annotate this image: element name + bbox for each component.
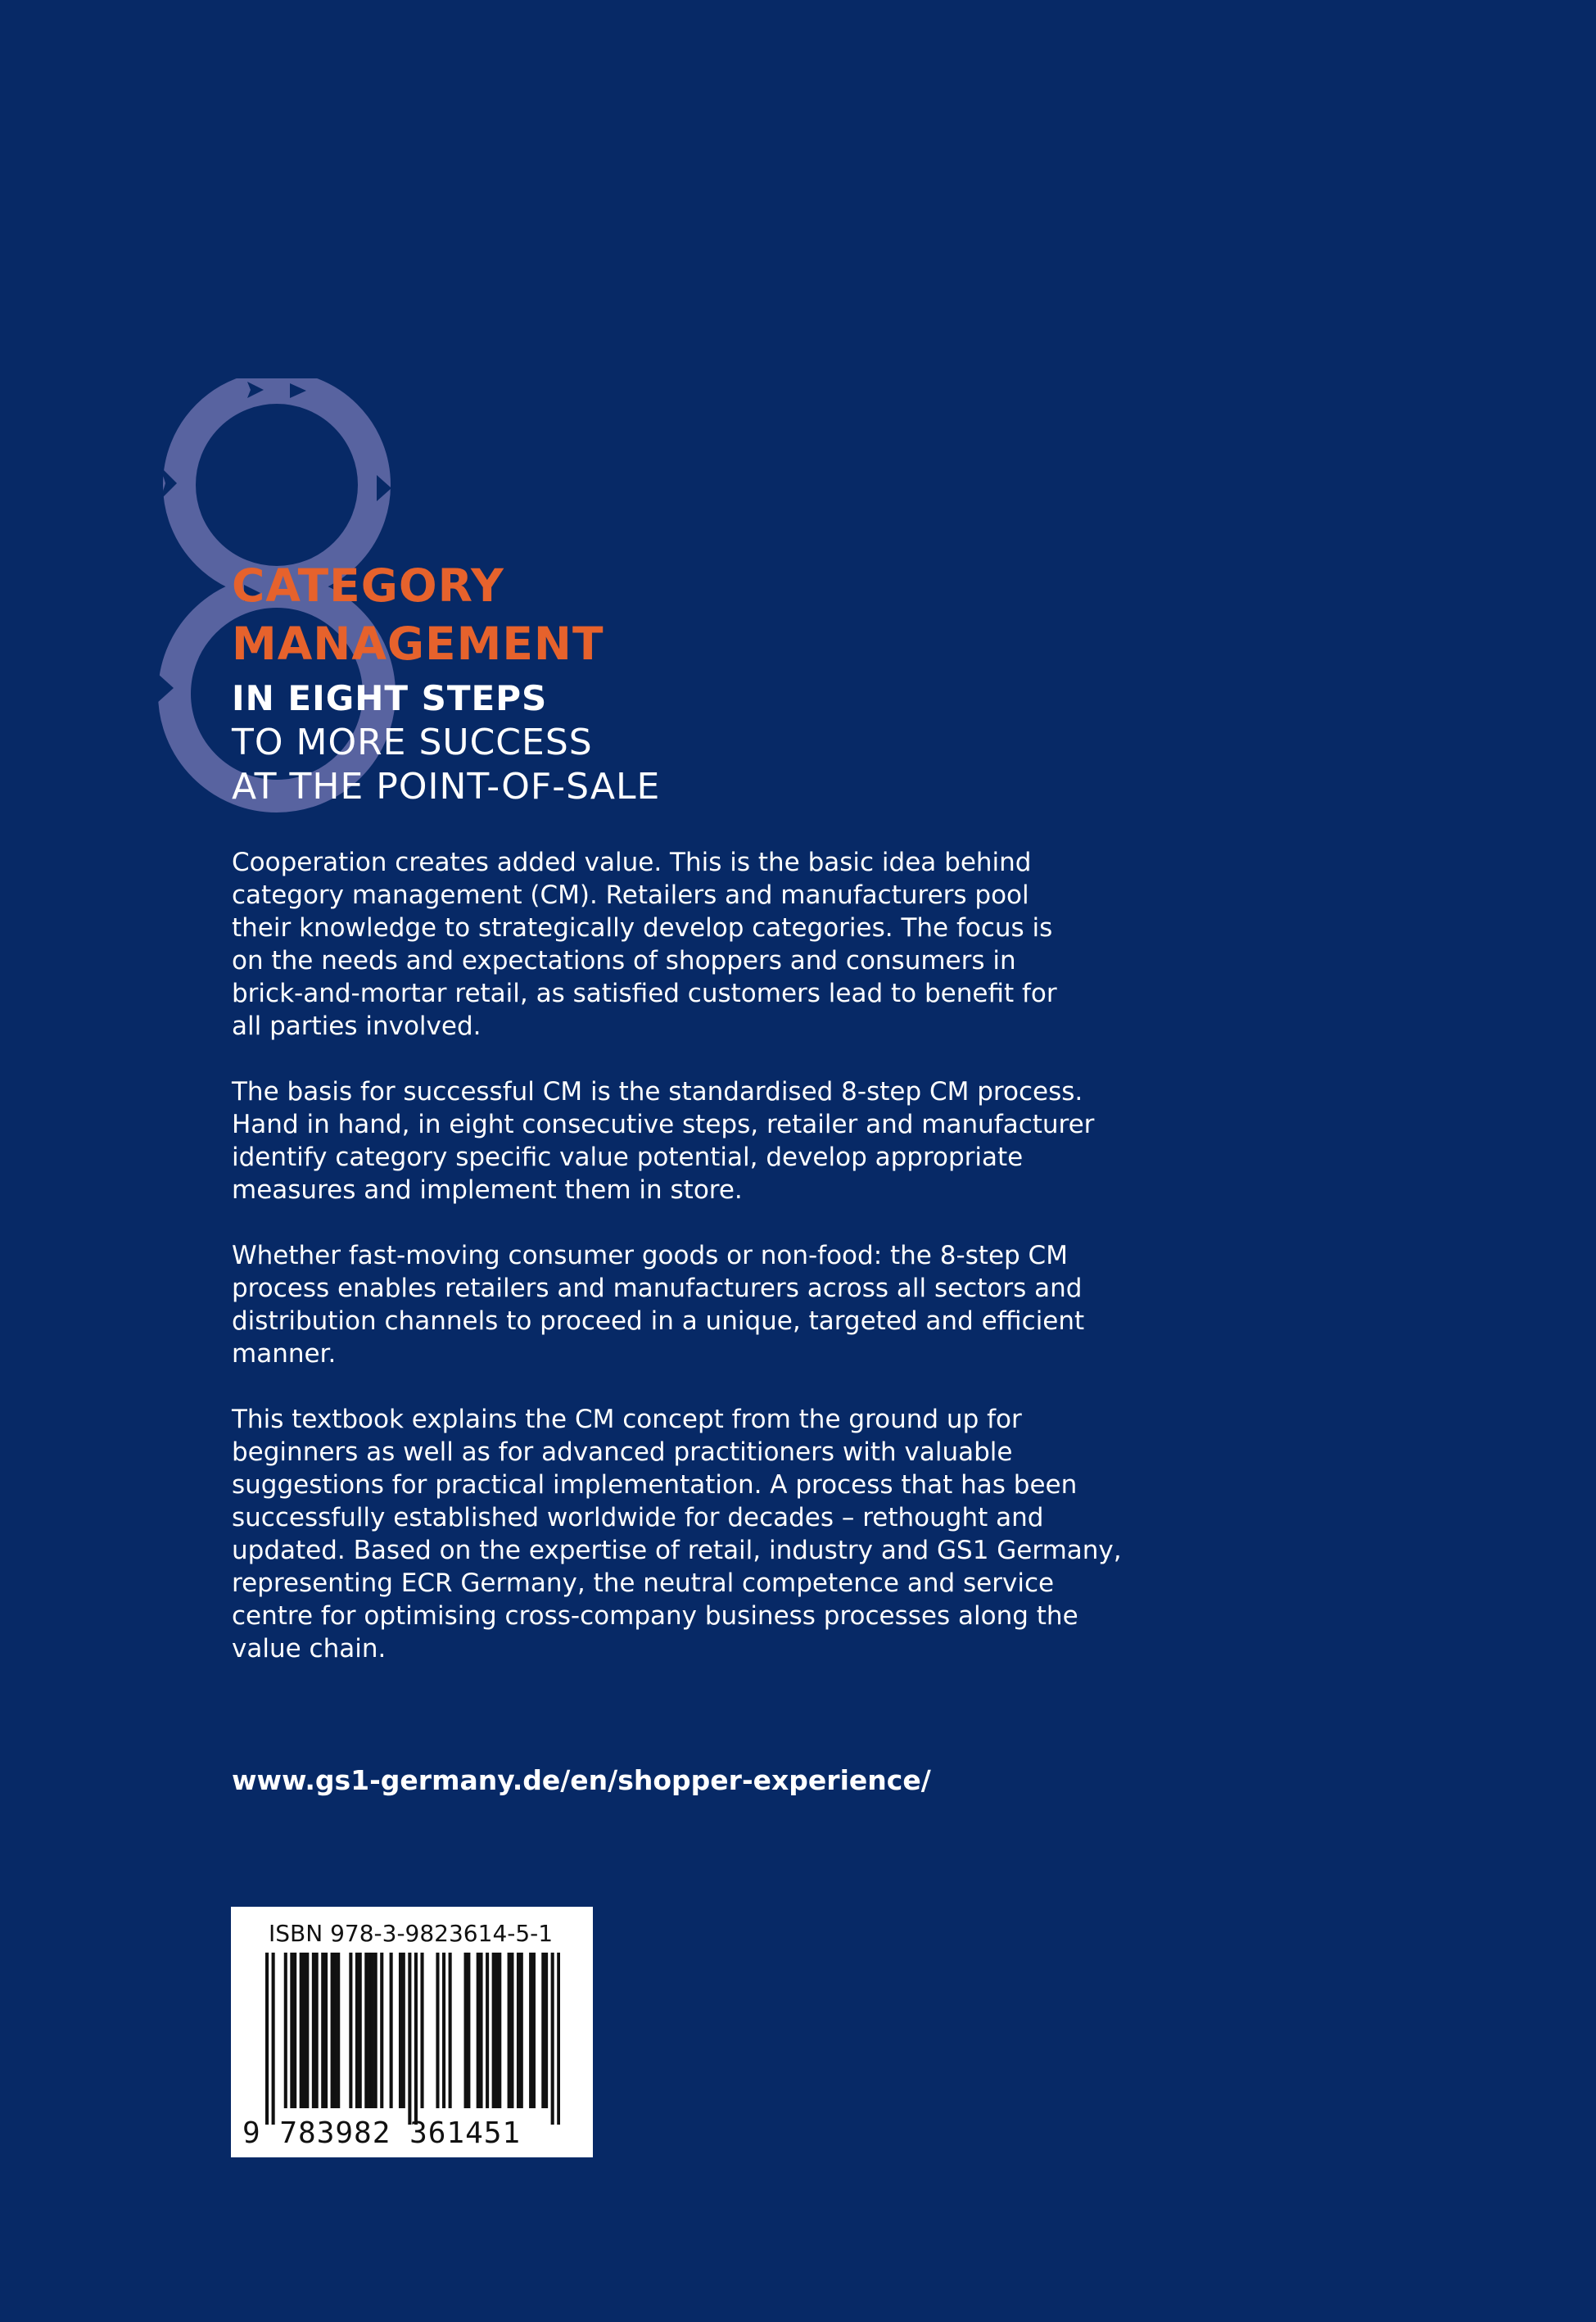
barcode-bar	[293, 1953, 296, 2108]
website-link[interactable]: www.gs1-germany.de/en/shopper-experience/	[232, 1764, 931, 1796]
isbn-label: ISBN 978-3-9823614-5-1	[269, 1920, 554, 1947]
barcode-bar	[402, 1953, 405, 2108]
barcode-bar	[442, 1953, 445, 2108]
barcode-bar	[321, 1953, 324, 2108]
blurb	[232, 846, 1214, 1698]
title-category: CATEGORY	[232, 559, 504, 612]
barcode-bar	[302, 1953, 305, 2108]
barcode-bar	[324, 1953, 328, 2108]
title-management: MANAGEMENT	[232, 618, 604, 670]
barcode-bar	[529, 1953, 532, 2108]
barcode-bar	[449, 1953, 452, 2108]
barcode-bar	[371, 1953, 374, 2108]
barcode-bar	[337, 1953, 340, 2108]
barcode-bar	[520, 1953, 523, 2108]
barcode-bar	[436, 1953, 439, 2108]
barcode-bar	[477, 1953, 480, 2108]
barcode-bars	[265, 1953, 560, 2125]
barcode-bar	[380, 1953, 383, 2108]
barcode-bar	[359, 1953, 362, 2108]
top-ring	[179, 387, 374, 582]
barcode-bar	[479, 1953, 482, 2108]
barcode-bar	[486, 1953, 489, 2108]
barcode-bar	[349, 1953, 352, 2108]
barcode-bar	[495, 1953, 498, 2108]
barcode-bar	[551, 1953, 554, 2125]
barcode-bar	[272, 1953, 275, 2125]
barcode-bar	[284, 1953, 287, 2108]
barcode-bar	[467, 1953, 470, 2108]
isbn-barcode	[231, 1907, 593, 2157]
barcode-bar	[312, 1953, 315, 2108]
barcode-bar	[374, 1953, 378, 2108]
barcode-bar	[541, 1953, 545, 2108]
blurb-paragraph-1: Cooperation creates added value. This is the basic idea behind category management (CM). Retailers and manufacturers pool their knowledge to strategically develop categories. The focus is on the needs and expectations of shoppers and consumers in brick-and-mortar retail, as satisfied customers lead to benefit for all parties involved.	[232, 848, 1057, 1041]
blurb-paragraph-2: The basis for successful CM is the standardised 8-step CM process. Hand in hand, in eight consecutive steps, retailer and manufacturer identify category specific value potential, develop appropriate measures and implement them in store.	[232, 1077, 1095, 1205]
barcode-bar	[265, 1953, 269, 2125]
barcode-bar	[390, 1953, 393, 2108]
barcode-bar	[464, 1953, 468, 2108]
barcode-bar	[331, 1953, 334, 2108]
title-in-eight-steps: IN EIGHT STEPS	[232, 678, 548, 718]
barcode-bar	[305, 1953, 309, 2108]
barcode-bar	[414, 1953, 418, 2125]
barcode-bar	[300, 1953, 303, 2108]
barcode-bar	[510, 1953, 513, 2108]
barcode-bar	[508, 1953, 511, 2108]
subtitle-line-2: AT THE POINT-OF-SALE	[232, 766, 661, 808]
barcode-digits: 9 783982 361451	[242, 2116, 522, 2150]
title-block	[232, 557, 1214, 809]
barcode-bar	[333, 1953, 337, 2108]
blurb-paragraph-3: Whether fast-moving consumer goods or non-food: the 8-step CM process enables retailers and manufacturers across all sectors and distribution channels to proceed in a unique, targeted and efficient manner.	[232, 1241, 1085, 1369]
barcode-bar	[498, 1953, 501, 2108]
barcode-bar	[315, 1953, 319, 2108]
barcode-bar	[517, 1953, 520, 2108]
barcode-bar	[408, 1953, 411, 2125]
barcode-bar	[492, 1953, 495, 2108]
barcode-bar	[364, 1953, 368, 2108]
subtitle-line-1: TO MORE SUCCESS	[232, 722, 593, 763]
barcode-bar	[532, 1953, 536, 2108]
barcode-bar	[355, 1953, 359, 2108]
barcode-bar	[420, 1953, 423, 2108]
barcode-bar	[545, 1953, 548, 2108]
barcode-bar	[557, 1953, 560, 2125]
barcode-bar	[399, 1953, 402, 2108]
barcode-bar	[290, 1953, 293, 2108]
blurb-paragraph-4: This textbook explains the CM concept from the ground up for beginners as well as for advanced practitioners with valuable suggestions for practical implementation. A process that has been successfully established worldwide for decades – rethought and updated. Based on the expertise of retail, industry and GS1 Germany, representing ECR Germany, the neutral competence and service centre for optimising cross-company business processes along the value chain.	[232, 1405, 1122, 1663]
barcode-bar	[368, 1953, 371, 2108]
